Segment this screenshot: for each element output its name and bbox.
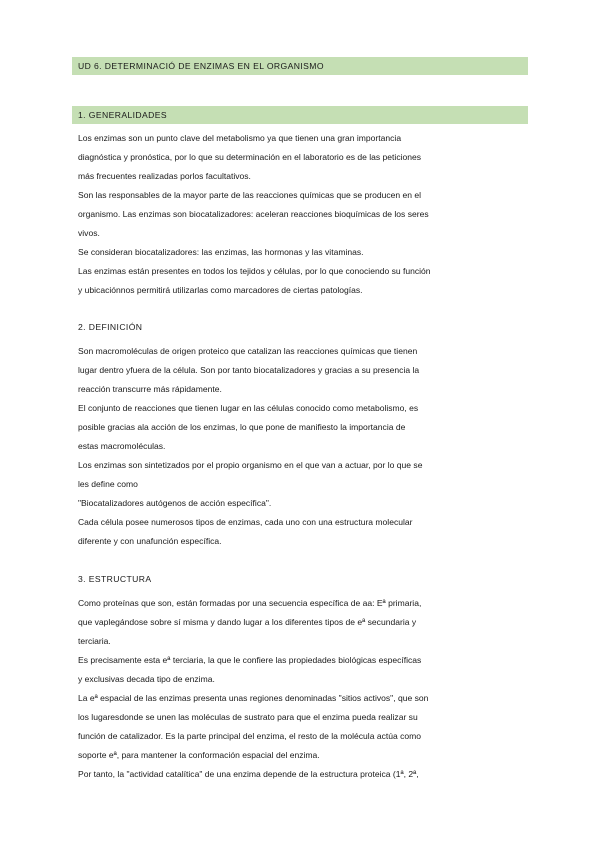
text-line: Cada célula posee numerosos tipos de enzimas, cada uno con una estructura molecular	[78, 517, 413, 527]
text-line: Los enzimas son un punto clave del metabolismo ya que tienen una gran importancia	[78, 133, 402, 143]
text-line: reacción transcurre más rápidamente.	[78, 384, 222, 394]
section-heading-estructura: 3. ESTRUCTURA	[78, 574, 152, 584]
text-line: La eª espacial de las enzimas presenta unas regiones denominadas "sitios activos", que son	[78, 693, 429, 703]
text-line: organismo. Las enzimas son biocatalizadores: aceleran reacciones bioquímicas de los seres	[78, 209, 429, 219]
text-line: diagnóstica y pronóstica, por lo que su determinación en el laboratorio es de las peticiones	[78, 152, 422, 162]
section-body-generalidades	[78, 129, 530, 300]
text-line: estas macromoléculas.	[78, 441, 166, 451]
text-line: Los enzimas son sintetizados por el propio organismo en el que van a actuar, por lo que se	[78, 460, 423, 470]
text-line: más frecuentes realizadas porlos facultativos.	[78, 171, 251, 181]
text-line: "Biocatalizadores autógenos de acción específica".	[78, 498, 272, 508]
text-line: posible gracias ala acción de los enzimas, lo que pone de manifiesto la importancia de	[78, 422, 406, 432]
text-line: El conjunto de reacciones que tienen lugar en las células conocido como metabolismo, es	[78, 403, 419, 413]
text-line: diferente y con unafunción específica.	[78, 536, 222, 546]
section-body-estructura	[78, 594, 530, 784]
document-title: UD 6. DETERMINACIÓ DE ENZIMAS EN EL ORGANISMO	[72, 57, 528, 75]
section-heading-definicion: 2. DEFINICIÓN	[78, 322, 143, 332]
text-line: terciaria.	[78, 636, 111, 646]
text-line: los lugaresdonde se unen las moléculas de sustrato para que el enzima pueda realizar su	[78, 712, 418, 722]
section-heading-generalidades: 1. GENERALIDADES	[72, 106, 528, 124]
text-line: lugar dentro yfuera de la célula. Son por tanto biocatalizadores y gracias a su presencia la	[78, 365, 420, 375]
text-line: y ubicaciónnos permitirá utilizarlas como marcadores de ciertas patologías.	[78, 285, 363, 295]
text-line: Es precisamente esta eª terciaria, la que le confiere las propiedades biológicas específicas	[78, 655, 422, 665]
text-line: Son macromoléculas de origen proteico que catalizan las reacciones químicas que tienen	[78, 346, 418, 356]
text-line: les define como	[78, 479, 138, 489]
text-line: soporte eª, para mantener la conformación espacial del enzima.	[78, 750, 320, 760]
text-line: Las enzimas están presentes en todos los tejidos y células, por lo que conociendo su función	[78, 266, 431, 276]
section-body-definicion	[78, 342, 530, 551]
text-line: vivos.	[78, 228, 100, 238]
text-line: Por tanto, la "actividad catalítica" de una enzima depende de la estructura proteica (1ª, 2ª,	[78, 769, 419, 779]
text-line: y exclusivas decada tipo de enzima.	[78, 674, 215, 684]
text-line: Se consideran biocatalizadores: las enzimas, las hormonas y las vitaminas.	[78, 247, 364, 257]
text-line: Como proteínas que son, están formadas por una secuencia específica de aa: Eª primaria,	[78, 598, 422, 608]
text-line: que vaplegándose sobre sí misma y dando lugar a los diferentes tipos de eª secundaria y	[78, 617, 417, 627]
text-line: Son las responsables de la mayor parte de las reacciones químicas que se producen en el	[78, 190, 422, 200]
text-line: función de catalizador. Es la parte principal del enzima, el resto de la molécula actúa como	[78, 731, 422, 741]
